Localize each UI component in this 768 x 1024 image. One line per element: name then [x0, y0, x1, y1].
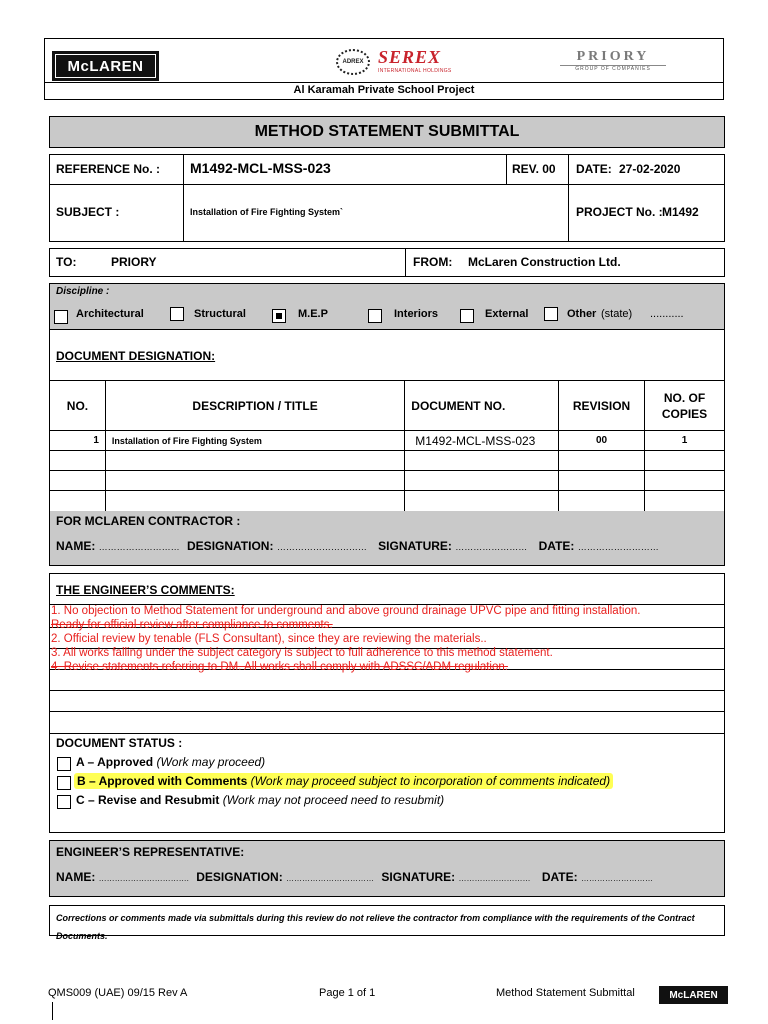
reference-label: REFERENCE No. :: [56, 162, 161, 176]
engineer-date-field[interactable]: ………………………: [580, 874, 653, 883]
subject-value: Installation of Fire Fighting System`: [190, 207, 344, 217]
ref-col-divider-1: [183, 154, 184, 242]
status-c-option: C – Revise and Resubmit (Work may not proceed need to resubmit): [76, 793, 445, 807]
project-label: PROJECT No. :: [576, 205, 663, 219]
architectural-label: Architectural: [76, 308, 144, 320]
page-title-bar: [49, 116, 725, 148]
contractor-designation-field[interactable]: …………………………: [276, 542, 367, 552]
ref-col-divider-3: [568, 154, 569, 242]
mep-label: M.E.P: [298, 308, 328, 320]
col-header-document-no: DOCUMENT NO.: [405, 381, 559, 431]
priory-logo-text: PRIORY: [576, 49, 650, 64]
status-title: DOCUMENT STATUS :: [56, 736, 183, 750]
serex-logo: [336, 47, 471, 77]
table-row: [50, 471, 725, 491]
date-label: DATE:: [576, 162, 612, 176]
to-label: TO:: [56, 255, 77, 269]
contractor-date-field[interactable]: ………………………: [577, 542, 659, 552]
interiors-label: Interiors: [394, 308, 439, 320]
comment-rule-5: [49, 690, 725, 691]
serex-logo-sub: INTERNATIONAL HOLDINGS: [378, 68, 452, 74]
reference-value: M1492-MCL-MSS-023: [190, 160, 331, 176]
serex-logo-text: SEREX: [378, 47, 442, 67]
to-value: PRIORY: [111, 255, 157, 269]
external-checkbox[interactable]: [460, 309, 474, 323]
project-value: M1492: [662, 205, 699, 219]
mclaren-logo: [52, 51, 159, 81]
designation-table: [49, 380, 725, 512]
structural-checkbox[interactable]: [170, 307, 184, 321]
discipline-section: [50, 284, 724, 330]
structural-label: Structural: [194, 308, 246, 320]
contractor-signature-field[interactable]: ……………………: [455, 542, 528, 552]
comment-rule-7: [49, 733, 725, 734]
status-c-checkbox[interactable]: [57, 795, 71, 809]
col-header-revision: REVISION: [559, 381, 645, 431]
table-row: 1 Installation of Fire Fighting System M1492-MCL-MSS-023 00 1: [50, 431, 725, 451]
mep-checkbox[interactable]: [272, 309, 286, 323]
footer-doc-title: Method Statement Submittal: [496, 987, 635, 999]
contractor-name-field[interactable]: ………………………: [98, 542, 180, 552]
comment-line-1: 1. No objection to Method Statement for underground and above ground drainage UPVC pipe and fitting installation.: [51, 605, 641, 617]
col-header-no: NO.: [50, 381, 106, 431]
header-divider: [44, 82, 724, 83]
text-cursor: [52, 1002, 53, 1020]
other-checkbox[interactable]: [544, 307, 558, 321]
discipline-label: Discipline :: [56, 286, 110, 297]
subject-label: SUBJECT :: [56, 205, 120, 219]
priory-logo: [552, 50, 674, 70]
table-row: [50, 491, 725, 512]
table-row: [50, 451, 725, 471]
comment-line-3: 2. Official review by tenable (FLS Consultant), since they are reviewing the materials..: [51, 633, 487, 645]
col-header-copies: NO. OF COPIES: [645, 381, 725, 431]
from-value: McLaren Construction Ltd.: [468, 255, 621, 269]
footer-page-number: Page 1 of 1: [319, 987, 376, 999]
page-title: METHOD STATEMENT SUBMITTAL: [254, 123, 520, 140]
to-from-divider: [405, 248, 406, 277]
other-state: (state): [601, 308, 633, 320]
date-value: 27-02-2020: [619, 162, 681, 176]
status-a-checkbox[interactable]: [57, 757, 71, 771]
project-name: Al Karamah Private School Project: [293, 84, 475, 96]
disclaimer-text: Corrections or comments made via submittals during this review do not relieve the contractor from compliance with the requirements of the Contract Documents.: [56, 913, 695, 941]
serex-badge-icon: ADREX: [336, 49, 370, 75]
comment-rule-6: [49, 711, 725, 712]
architectural-checkbox[interactable]: [54, 310, 68, 324]
other-dots: ...........: [650, 308, 684, 320]
comment-line-2: Ready for official review after compliance to comments.: [51, 619, 333, 631]
footer-form-code: QMS009 (UAE) 09/15 Rev A: [48, 987, 188, 999]
status-b-option: B – Approved with Comments (Work may proceed subject to incorporation of comments indicated): [74, 773, 613, 789]
comments-title: THE ENGINEER’S COMMENTS:: [56, 583, 235, 597]
status-b-checkbox[interactable]: [57, 776, 71, 790]
disclaimer-box: [49, 905, 725, 941]
from-label: FROM:: [413, 255, 453, 269]
interiors-checkbox[interactable]: [368, 309, 382, 323]
comment-line-5: 4. Revise statements referring to DM. All works shall comply with ADSSC/ADM regulation.: [51, 661, 508, 673]
engineer-signature-field[interactable]: ………………………: [458, 874, 531, 883]
external-label: External: [485, 308, 529, 320]
contractor-signoff-row: NAME: ……………………… DESIGNATION: ………………………… SIGNATURE: …………………… DATE: ………………………: [56, 539, 659, 553]
ref-row-divider: [49, 184, 725, 185]
engineer-signoff-row: NAME: ……………………………. DESIGNATION: …………………………… SIGNATURE: ……………………… DATE: ………………………: [56, 870, 653, 884]
comment-line-4: 3. All works falling under the subject category is subject to full adherence to this method statement.: [51, 647, 553, 659]
other-label: Other: [567, 308, 597, 320]
rev-label: REV. 00: [512, 162, 556, 176]
ref-col-divider-2: [506, 154, 507, 185]
designation-title: DOCUMENT DESIGNATION:: [56, 349, 216, 363]
status-a-option: A – Approved (Work may proceed): [76, 755, 266, 769]
priory-logo-sub: GROUP OF COMPANIES: [560, 65, 666, 72]
contractor-title: FOR MCLAREN CONTRACTOR :: [56, 514, 241, 528]
engineer-name-field[interactable]: …………………………….: [98, 874, 189, 883]
mclaren-logo-text: McLAREN: [67, 57, 144, 75]
engineer-title: ENGINEER’S REPRESENTATIVE:: [56, 845, 245, 859]
footer-mclaren-logo: McLAREN: [659, 986, 728, 1004]
col-header-description: DESCRIPTION / TITLE: [105, 381, 404, 431]
engineer-designation-field[interactable]: ……………………………: [286, 874, 375, 883]
